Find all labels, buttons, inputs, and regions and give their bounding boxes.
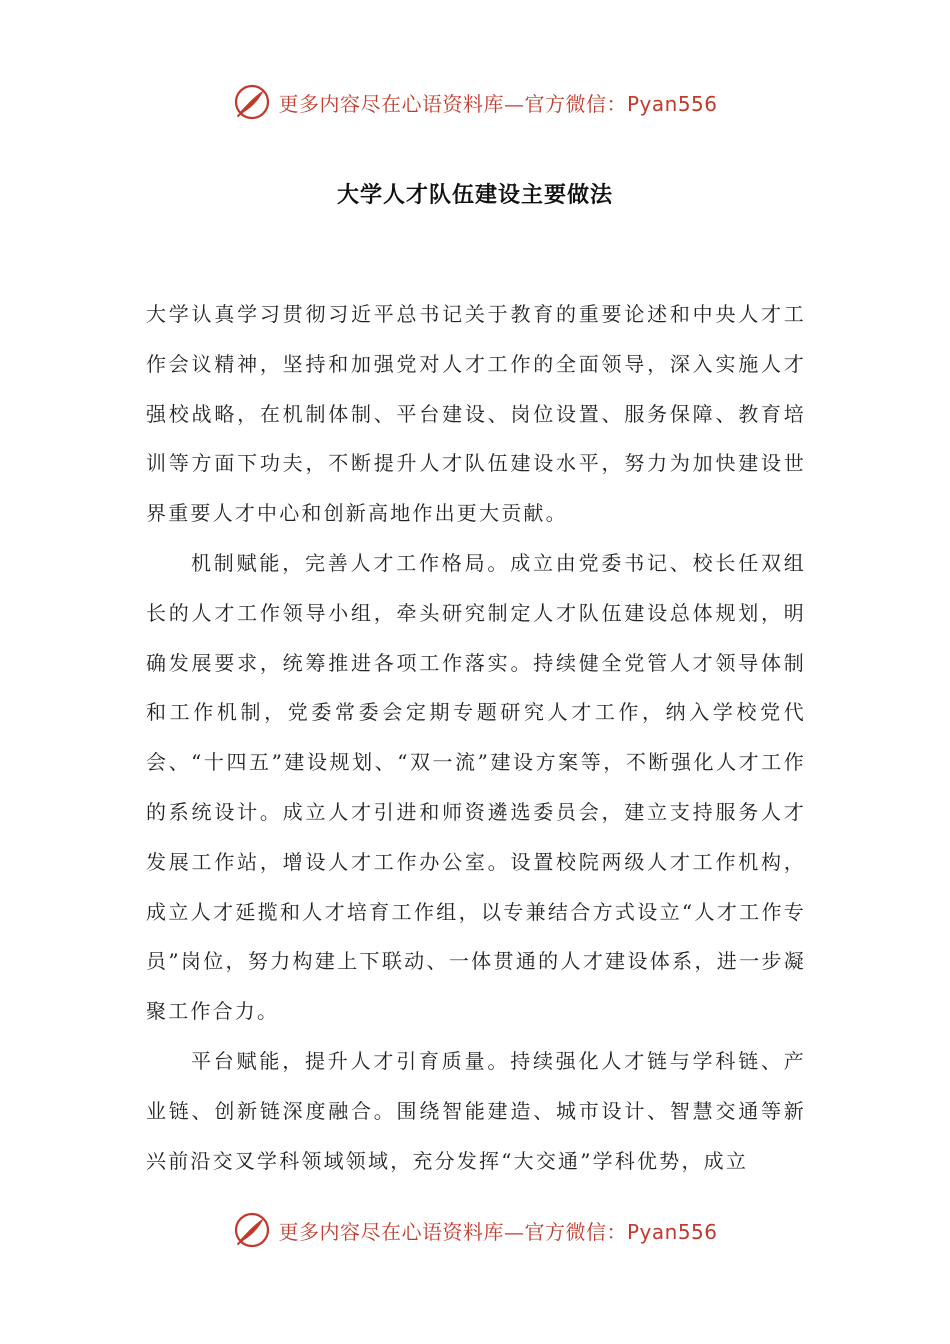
footer-watermark-banner <box>0 1208 950 1252</box>
header-watermark-banner <box>0 80 950 124</box>
document-title: 大学人才队伍建设主要做法 <box>336 182 613 208</box>
quill-pen-logo-icon <box>232 1210 272 1250</box>
quill-pen-logo-icon <box>232 82 272 122</box>
banner-text: 更多内容尽在心语资料库—官方微信：Pyan556 <box>278 1219 718 1244</box>
paragraph-platform: 平台赋能，提升人才引育质量。持续强化人才链与学科链、产业链、创新链深度融合。围绕智能建造、城市设计、智慧交通等新兴前沿交叉学科领域领域，充分发挥“大交通”学科优势，成立 <box>146 1048 806 1173</box>
paragraph-intro: 大学认真学习贯彻习近平总书记关于教育的重要论述和中央人才工作会议精神，坚持和加强党对人才工作的全面领导，深入实施人才强校战略，在机制体制、平台建设、岗位设置、服务保障、教育培训等方面下功夫，不断提升人才队伍建设水平，努力为加快建设世界重要人才中心和创新高地作出更大贡献。 <box>146 302 806 526</box>
banner-text: 更多内容尽在心语资料库—官方微信：Pyan556 <box>278 91 718 116</box>
paragraph-mechanism: 机制赋能，完善人才工作格局。成立由党委书记、校长任双组长的人才工作领导小组，牵头研究制定人才队伍建设总体规划，明确发展要求，统筹推进各项工作落实。持续健全党管人才领导体制和工作机制，党委常委会定期专题研究人才工作，纳入学校党代会、“十四五”建设规划、“双一流”建设方案等，不断强化人才工作的系统设计。成立人才引进和师资遴选委员会，建立支持服务人才发展工作站，增设人才工作办公室。设置校院两级人才工作机构，成立人才延揽和人才培育工作组，以专兼结合方式设立“人才工作专员”岗位，努力构建上下联动、一体贯通的人才建设体系，进一步凝聚工作合力。 <box>146 550 806 1024</box>
document-body <box>146 290 806 1186</box>
